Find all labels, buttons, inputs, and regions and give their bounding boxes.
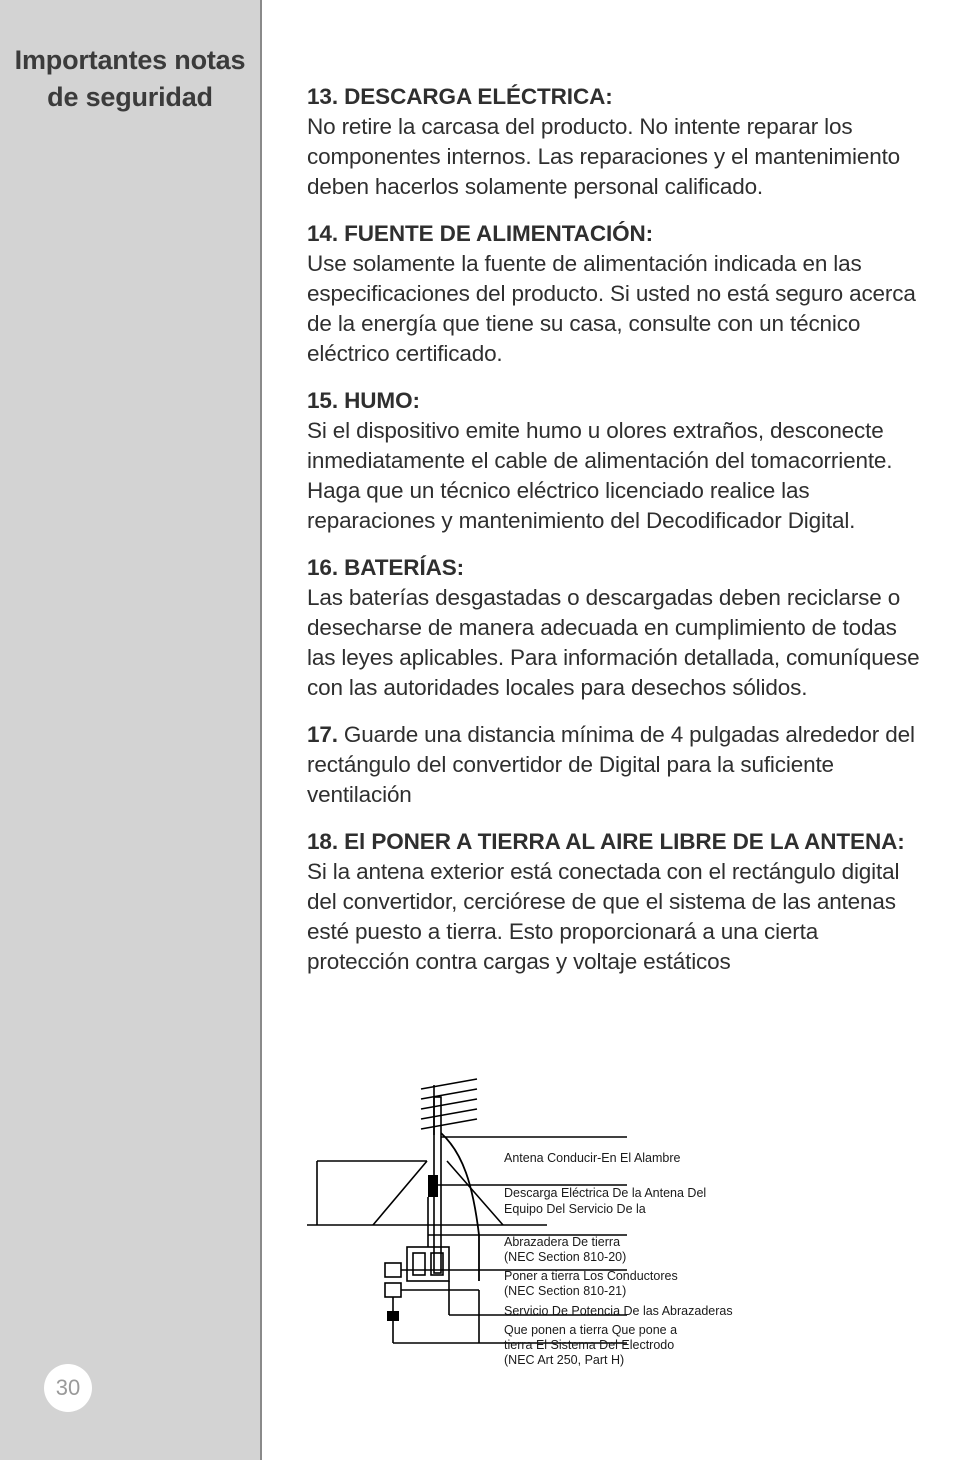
figure-label-antenna-lead-in: Antena Conducir-En El Alambre [504, 1151, 681, 1165]
figure-label-electrode-system-1: Que ponen a tierra Que pone a [504, 1323, 678, 1337]
figure-label-discharge-unit-2: Equipo Del Servicio De la [504, 1202, 646, 1216]
section-14 [307, 219, 922, 369]
section-14-body: Use solamente la fuente de alimentación indicada en las especificaciones del producto. Si usted no está seguro acerca de la energía que tiene su casa, consulte con un técnico eléctrico certificado. [307, 251, 916, 366]
section-17-number: 17. [307, 722, 338, 747]
section-16-heading: 16. BATERÍAS: [307, 555, 465, 580]
sidebar [0, 0, 260, 1460]
sidebar-title: Importantes notas de seguridad [14, 45, 246, 112]
main-content [307, 82, 922, 994]
figure-label-discharge-unit-1: Descarga Eléctrica De la Antena Del [504, 1186, 707, 1200]
section-16-body: Las baterías desgastadas o descargadas deben reciclarse o desecharse de manera adecuada en cumplimiento de todas las leyes aplicables. Para información detallada, comuníquese con las autoridades locales para desechos sólidos. [307, 585, 920, 700]
figure-label-electrode-system-nec: (NEC Art 250, Part H) [504, 1353, 625, 1367]
section-17-body: Guarde una distancia mínima de 4 pulgadas alrededor del rectángulo del convertidor de Digital para la suficiente ventilación [307, 722, 915, 807]
section-15 [307, 386, 922, 536]
section-15-body: Si el dispositivo emite humo u olores extraños, desconecte inmediatamente el cable de alimentación del tomacorriente. Haga que un técnico eléctrico licenciado realice las reparaciones y mantenimiento del Decodificador Digital. [307, 418, 893, 533]
section-18-body: Si la antena exterior está conectada con el rectángulo digital del convertidor, cerciórese de que el sistema de las antenas esté puesto a tierra. Esto proporcionará a una cierta protección contra cargas y voltaje estáticos [307, 859, 900, 974]
figure-label-power-service-clamps: Servicio De Potencia De las Abrazaderas [504, 1304, 733, 1318]
page-number: 30 [44, 1364, 92, 1412]
section-13 [307, 82, 922, 202]
section-13-body: No retire la carcasa del producto. No intente reparar los componentes internos. Las reparaciones y el mantenimiento deben hacerlos solamente personal calificado. [307, 114, 901, 199]
section-15-heading: 15. HUMO: [307, 388, 420, 413]
figure-label-electrode-system-2: tierra El Sistema Del Electrodo [504, 1338, 675, 1352]
figure-label-ground-clamp-nec: (NEC Section 810-20) [504, 1250, 627, 1264]
section-14-heading: 14. FUENTE DE ALIMENTACIÓN: [307, 221, 654, 246]
sidebar-divider [260, 0, 262, 1460]
figure-label-grounding-conductors-nec: (NEC Section 810-21) [504, 1284, 627, 1298]
section-18 [307, 827, 922, 977]
figure-label-ground-clamp: Abrazadera De tierra [504, 1235, 621, 1249]
antenna-grounding-figure [307, 1075, 922, 1375]
section-16 [307, 553, 922, 703]
section-18-heading: 18. El PONER A TIERRA AL AIRE LIBRE DE LA ANTENA: [307, 829, 905, 854]
figure-label-grounding-conductors: Poner a tierra Los Conductores [504, 1269, 678, 1283]
section-17-paragraph [307, 720, 922, 810]
section-17 [307, 720, 922, 810]
section-13-heading: 13. DESCARGA ELÉCTRICA: [307, 84, 613, 109]
